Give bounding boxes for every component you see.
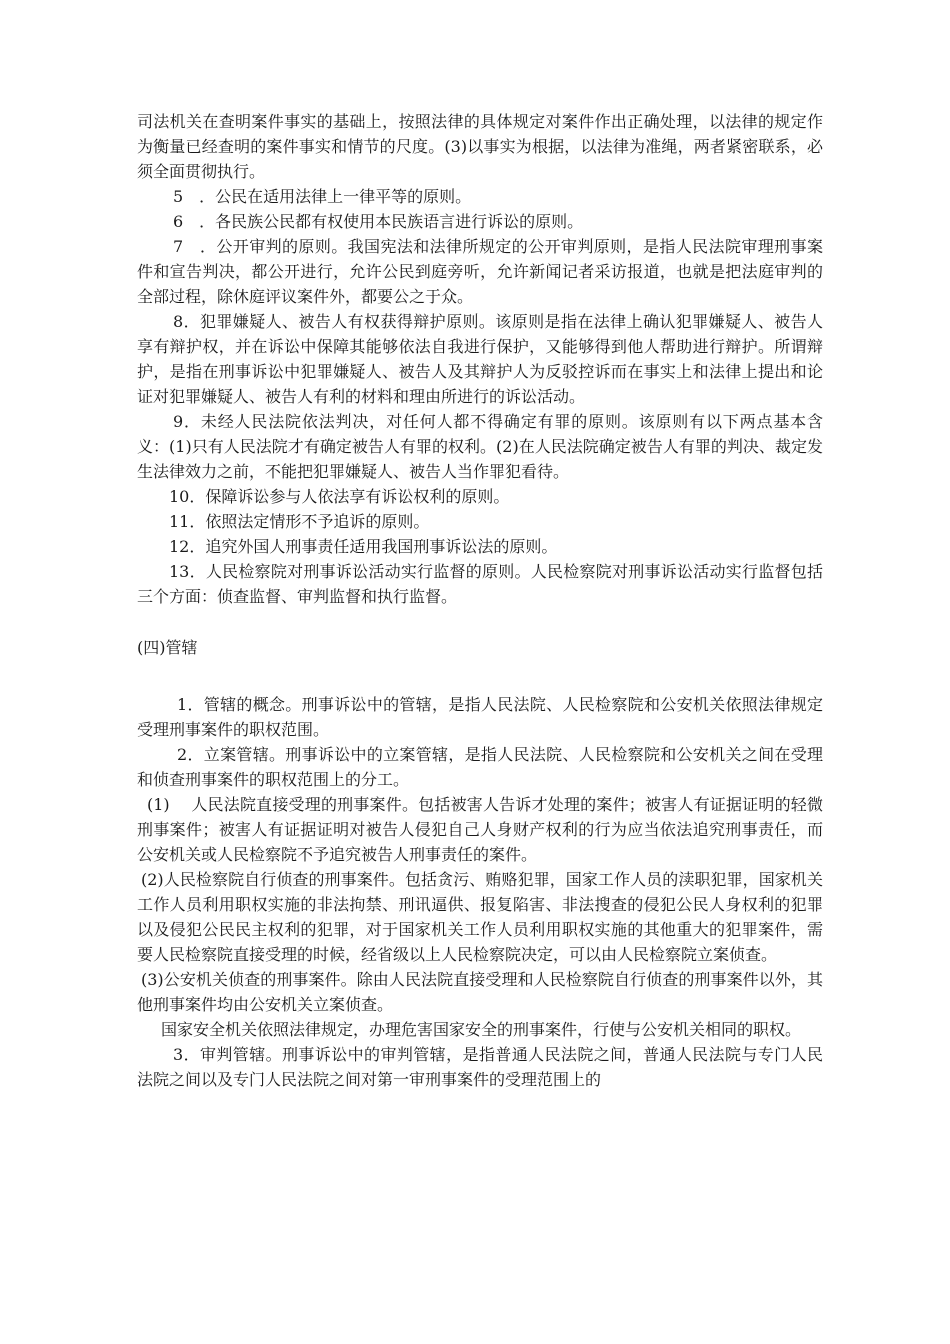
list-item: (1) 人民法院直接受理的刑事案件。包括被害人告诉才处理的案件；被害人有证据证明的轻微刑事案件；被害人有证据证明对被告人侵犯自己人身财产权利的行为应当依法追究刑事责任，而公安机关或人民检察院不予追究被告人刑事责任的案件。 — [137, 795, 823, 864]
list-item: 5 ．公民在适用法律上一律平等的原则。 — [173, 187, 472, 206]
list-item: (3)公安机关侦查的刑事案件。除由人民法院直接受理和人民检察院自行侦查的刑事案件以外，其他刑事案件均由公安机关立案侦查。 — [137, 970, 823, 1014]
list-item: 3．审判管辖。刑事诉讼中的审判管辖，是指普通人民法院之间，普通人民法院与专门人民法院之间以及专门人民法院之间对第一审刑事案件的受理范围上的 — [137, 1045, 823, 1089]
list-item: 8．犯罪嫌疑人、被告人有权获得辩护原则。该原则是指在法律上确认犯罪嫌疑人、被告人享有辩护权，并在诉讼中保障其能够依法自我进行保护，又能够得到他人帮助进行辩护。所谓辩护，是指在刑事诉讼中犯罪嫌疑人、被告人及其辩护人为反驳控诉而在事实上和法律上提出和论证对犯罪嫌疑人、被告人有利的材料和理由所进行的诉讼活动。 — [137, 312, 823, 406]
list-item: (2)人民检察院自行侦查的刑事案件。包括贪污、贿赂犯罪，国家工作人员的渎职犯罪，国家机关工作人员利用职权实施的非法拘禁、刑讯逼供、报复陷害、非法搜查的侵犯公民人身权利的犯罪以及侵犯公民民主权利的犯罪，对于国家机关工作人员利用职权实施的其他重大的犯罪案件，需要人民检察院直接受理的时候，经省级以上人民检察院决定，可以由人民检察院立案侦查。 — [137, 870, 823, 964]
list-item: 9．未经人民法院依法判决，对任何人都不得确定有罪的原则。该原则有以下两点基本含义：(1)只有人民法院才有确定被告人有罪的权利。(2)在人民法院确定被告人有罪的判决、裁定发生法律效力之前，不能把犯罪嫌疑人、被告人当作罪犯看待。 — [137, 412, 823, 481]
paragraph: 国家安全机关依照法律规定，办理危害国家安全的刑事案件，行使与公安机关相同的职权。 — [161, 1020, 802, 1039]
paragraph: 司法机关在查明案件事实的基础上，按照法律的具体规定对案件作出正确处理，以法律的规定作为衡量已经查明的案件事实和情节的尺度。(3)以事实为根据，以法律为准绳，两者紧密联系，必须全面贯彻执行。 — [137, 112, 823, 181]
list-item: 12．追究外国人刑事责任适用我国刑事诉讼法的原则。 — [169, 537, 558, 556]
list-item: 11．依照法定情形不予追诉的原则。 — [169, 512, 430, 531]
list-item: 7 ．公开审判的原则。我国宪法和法律所规定的公开审判原则，是指人民法院审理刑事案件和宣告判决，都公开进行，允许公民到庭旁听，允许新闻记者采访报道，也就是把法庭审判的全部过程，除休庭评议案件外，都要公之于众。 — [137, 237, 823, 306]
list-item: 6 ．各民族公民都有权使用本民族语言进行诉讼的原则。 — [173, 212, 584, 231]
document-page — [137, 109, 823, 1092]
list-item: 10．保障诉讼参与人依法享有诉讼权利的原则。 — [169, 487, 510, 506]
list-item: 1．管辖的概念。刑事诉讼中的管辖，是指人民法院、人民检察院和公安机关依照法律规定受理刑事案件的职权范围。 — [137, 695, 823, 739]
section-heading: (四)管辖 — [137, 638, 198, 657]
list-item: 13．人民检察院对刑事诉讼活动实行监督的原则。人民检察院对刑事诉讼活动实行监督包括三个方面：侦查监督、审判监督和执行监督。 — [137, 562, 823, 606]
list-item: 2．立案管辖。刑事诉讼中的立案管辖，是指人民法院、人民检察院和公安机关之间在受理和侦查刑事案件的职权范围上的分工。 — [137, 745, 823, 789]
